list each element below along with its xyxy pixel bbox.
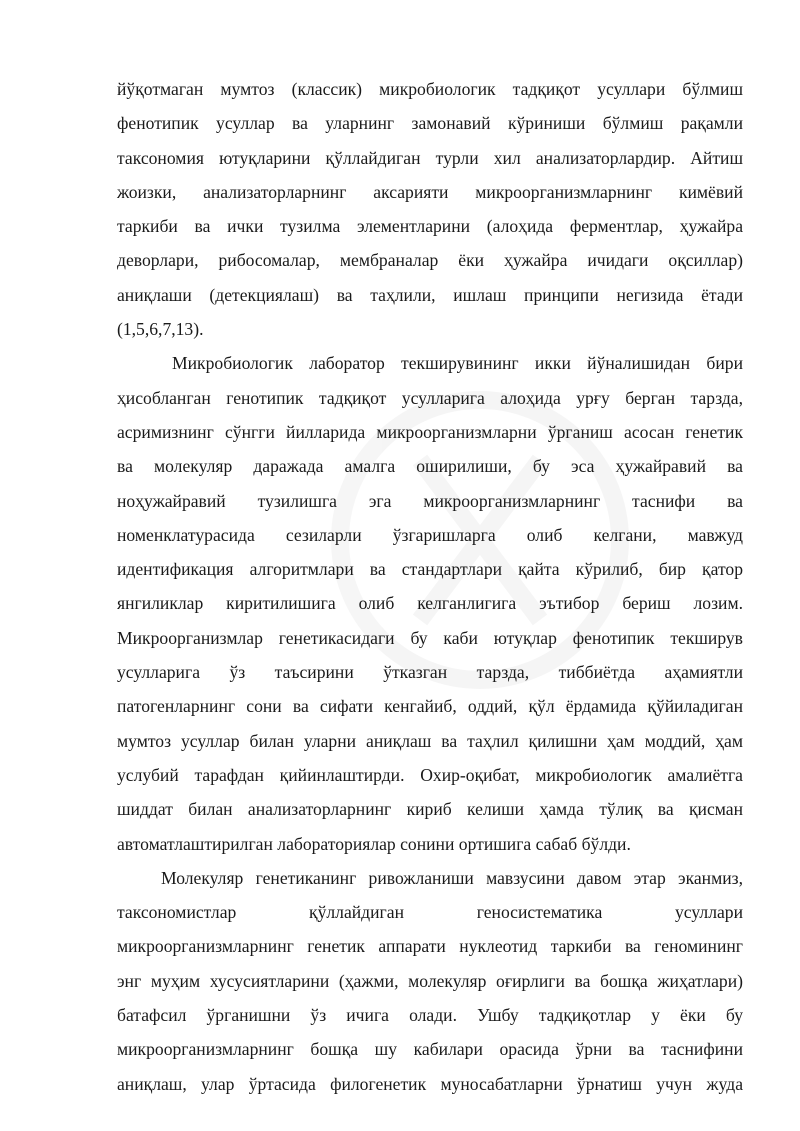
text-line: автоматлаштирилган лабораториялар сонини ортишига сабаб бўлди. xyxy=(117,833,631,854)
text-line: идентификация алгоритмлари ва стандартлари қайта кўрилиб, бир қатор xyxy=(117,559,743,580)
text-line: таркиби ва ички тузилма элементларини (алоҳида ферментлар, ҳужайра xyxy=(117,216,743,237)
text-line: Молекуляр генетиканинг ривожланиши мавзусини давом этар эканмиз, xyxy=(161,867,743,888)
paragraph-3 xyxy=(117,861,743,1101)
document-body xyxy=(117,72,743,1101)
paragraph-1 xyxy=(117,72,743,346)
text-line: аниқлаши (детекциялаш) ва таҳлили, ишлаш принципи негизида ётади xyxy=(117,284,743,305)
paragraph-2 xyxy=(117,346,743,860)
text-line: шиддат билан анализаторларнинг кириб келиши ҳамда тўлиқ ва қисман xyxy=(117,799,743,820)
text-line: йўқотмаган мумтоз (классик) микробиологик тадқиқот усуллари бўлмиш xyxy=(117,79,743,99)
text-line: услубий тарафдан қийинлаштирди. Охир-оқибат, микробиологик амалиётга xyxy=(117,764,743,785)
text-line: мумтоз усуллар билан уларни аниқлаш ва таҳлил қилишни ҳам моддий, ҳам xyxy=(117,730,743,751)
text-line: асримизнинг сўнгги йилларида микроорганизмларни ўрганиш асосан генетик xyxy=(117,421,743,442)
text-line: Микроорганизмлар генетикасидаги бу каби ютуқлар фенотипик текширув xyxy=(117,627,743,648)
text-line: деворлари, рибосомалар, мембраналар ёки ҳужайра ичидаги оқсиллар) xyxy=(117,250,743,271)
text-line: микроорганизмларнинг генетик аппарати нуклеотид таркиби ва геномининг xyxy=(117,936,743,957)
text-line: патогенларнинг сони ва сифати кенгайиб, оддий, қўл ёрдамида қўйиладиган xyxy=(117,696,743,717)
text-line: энг муҳим хусусиятларини (ҳажми, молекуляр оғирлиги ва бошқа жиҳатлари) xyxy=(117,970,743,991)
text-line: жоизки, анализаторларнинг аксарияти микроорганизмларнинг кимёвий xyxy=(117,181,743,202)
text-line: номенклатурасида сезиларли ўзгаришларга олиб келгани, мавжуд xyxy=(117,524,743,545)
text-line: батафсил ўрганишни ўз ичига олади. Ушбу тадқиқотлар у ёки бу xyxy=(117,1005,743,1026)
text-line: янгиликлар киритилишига олиб келганлигига эътибор бериш лозим. xyxy=(117,593,743,614)
text-line: ноҳужайравий тузилишга эга микроорганизмларнинг таснифи ва xyxy=(117,490,743,511)
text-line: Микробиологик лаборатор текширувининг икки йўналишидан бири xyxy=(172,353,743,374)
text-line: ҳисобланган генотипик тадқиқот усулларига алоҳида урғу берган тарзда, xyxy=(117,387,743,408)
text-line: (1,5,6,7,13). xyxy=(117,319,204,340)
text-line: таксономистлар қўллайдиган геносистематика усуллари xyxy=(117,902,743,923)
text-line: ва молекуляр даражада амалга оширилиши, бу эса ҳужайравий ва xyxy=(117,456,743,477)
text-line: таксономия ютуқларини қўллайдиган турли хил анализаторлардир. Айтиш xyxy=(117,147,743,168)
text-line: аниқлаш, улар ўртасида филогенетик муносабатларни ўрнатиш учун жуда xyxy=(117,1073,743,1094)
text-line: фенотипик усуллар ва уларнинг замонавий кўриниши бўлмиш рақамли xyxy=(117,113,743,134)
text-line: усулларига ўз таъсирини ўтказган тарзда, тиббиётда аҳамиятли xyxy=(117,662,743,683)
text-line: микроорганизмларнинг бошқа шу кабилари орасида ўрни ва таснифини xyxy=(117,1039,743,1060)
